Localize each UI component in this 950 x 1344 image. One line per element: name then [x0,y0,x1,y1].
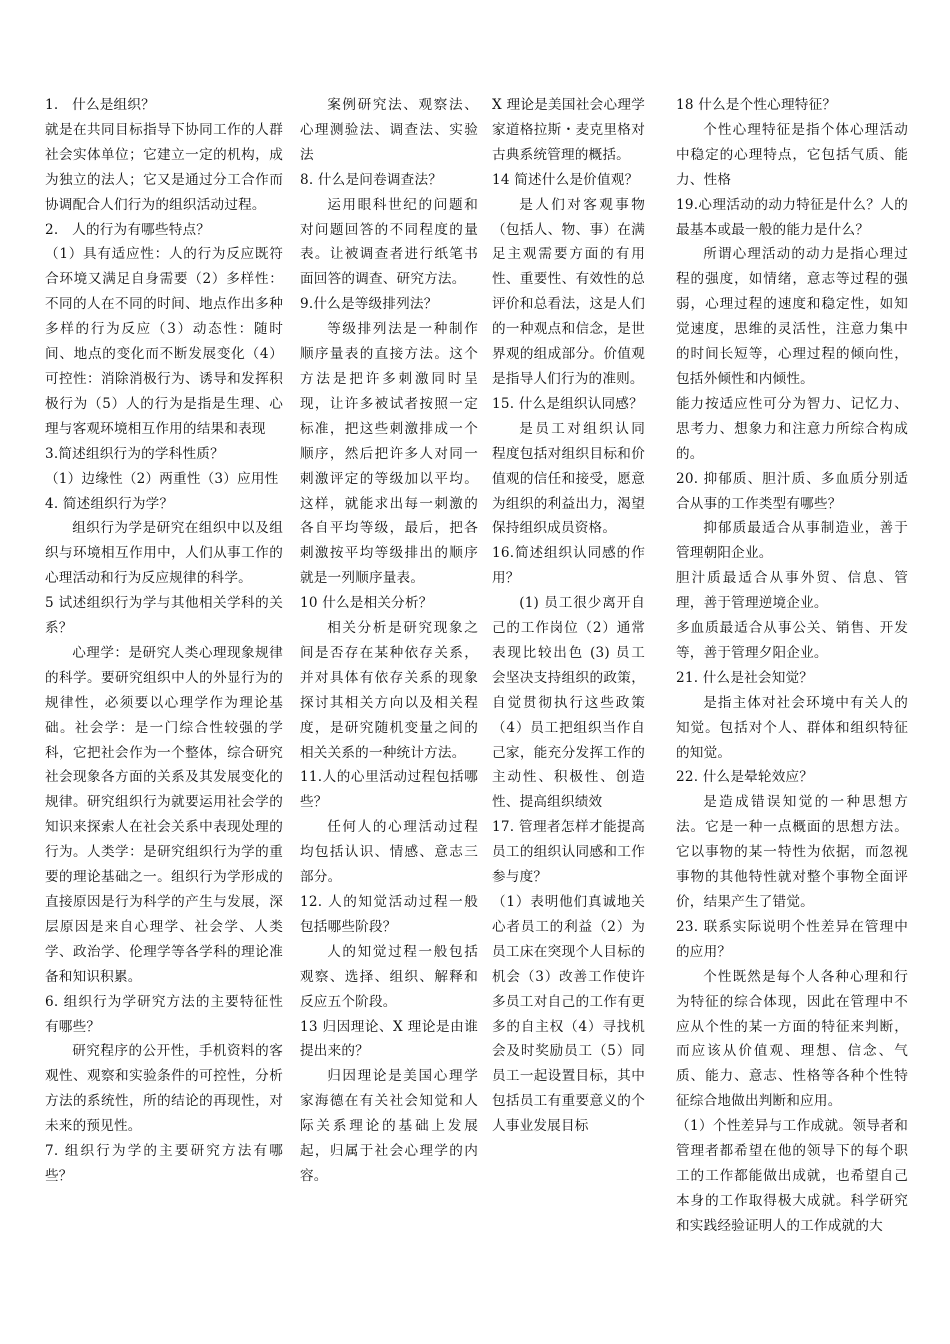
paragraph: 7. 组织行为学的主要研究方法有哪些？ [45,1143,283,1184]
paragraph: 6. 组织行为学研究方法的主要特征性有哪些？ [45,993,283,1035]
paragraph: 3.简述组织行为的学科性质？ [45,445,224,462]
paragraph: 是人们对客观事物（包括人、物、事）在满足主观需要方面的有用性、重要性、有效性的总评价和总看法，这是人们的一种观点和信念，是世界观的组成部分。价值观是指导人们行为的准则。 [492,196,645,387]
paragraph: 案例研究法、观察法、心理测验法、调查法、实验法 [300,97,478,163]
paragraph: 多血质最适合从事公关、销售、开发等，善于管理夕阳企业。 [676,620,908,661]
paragraph: 个性既然是每个人各种心理和行为特征的综合体现，因此在管理中不应从个性的某一方面的特征来判断，而应该从价值观、理想、信念、气质、能力、意志、性格等各种个性特征综合地做出判断和应用。 [676,968,908,1110]
paragraph: 运用眼科世纪的问题和对问题回答的不同程度的量表。让被调查者进行纸笔书面回答的调查、研究方法。 [300,196,478,288]
paragraph: 18 什么是个性心理特征？ [676,97,837,113]
paragraph: 胆汁质最适合从事外贸、信息、管理，善于管理逆境企业。 [676,570,908,612]
text-column-2 [300,93,478,1189]
paragraph: 心理学：是研究人类心理现象规律的科学。要研究组织中人的外显行为的规律性，必须要以心理学作为理论基础。社会学：是一门综合性较强的学科，它把社会作为一个整体，综合研究社会现象各方面的关系及其发展变化的规律。研究组织行为就要运用社会学的知识来探索人在社会关系中表现处理的行为。人类学：是研究组织行为学的重要的理论基础之一。组织行为学形成的直接原因是行为科学的产生与发展，深层原因是来自心理学、社会学、人类学、政治学、伦理学等各学科的理论准备和知识积累。 [45,644,283,985]
paragraph: （1）具有适应性：人的行为反应既符合环境又满足自身需要（2）多样性：不同的人在不同的时间、地点作出多种多样的行为反应（3）动态性：随时间、地点的变化而不断发展变化（4）可控性：消除消极行为、诱导和发挥积极行为（5）人的行为是指是生理、心理与客观环境相互作用的结果和表现 [45,246,283,437]
paragraph: 个性心理特征是指个体心理活动中稳定的心理特点，它包括气质、能力、性格 [676,121,908,188]
paragraph: （1）个性差异与工作成就。领导者和管理者都希望在他的领导下的每个职工的工作都能做出成就，也希望自己本身的工作取得极大成就。科学研究和实践经验证明人的工作成就的大 [676,1118,908,1234]
paragraph: X 理论是美国社会心理学家道格拉斯・麦克里格对古典系统管理的概括。 [492,97,645,163]
paragraph: 归因理论是美国心理学家海德在有关社会知觉和人际关系理论的基础上发展起，归属于社会心理学的内容。 [300,1068,478,1184]
paragraph: 14 简述什么是价值观？ [492,171,639,188]
paragraph: 是员工对组织认同 程度包括对组织目标和价值观的信任和接受，愿意为组织的利益出力，渴望保持组织成员资格。 [492,420,645,537]
paragraph: 相关分析是研究现象之间是否存在某种依存关系，并对具体有依存关系的现象探讨其相关方向以及相关程度，是研究随机变量之间的相关关系的一种统计方法。 [300,620,478,761]
paragraph: 抑郁质最适合从事制造业，善于管理朝阳企业。 [676,520,908,562]
paragraph: 19.心理活动的动力特征是什么？人的最基本或最一般的能力是什么？ [676,196,908,238]
paragraph: （1）边缘性（2）两重性（3）应用性 [45,470,279,487]
paragraph: 等级排列法是一种制作顺序量表的直接方法。这个方法是把许多刺激同时呈现，让许多被试者按照一定标准，把这些刺激排成一个顺序，然后把许多人对同一刺激评定的等级加以平均。这样，就能求出每一刺激的各自平均等级，最后，把各刺激按平均等级排出的顺序就是一列顺序量表。 [300,321,478,587]
text-column-1 [45,93,283,1189]
paragraph: 8. 什么是问卷调查法？ [300,171,443,188]
paragraph: 就是在共同目标指导下协同工作的人群社会实体单位；它建立一定的机构，成为独立的法人；它又是通过分工合作而协调配合人们行为的组织活动过程。 [45,121,283,213]
paragraph: 23. 联系实际说明个性差异在管理中的应用？ [676,918,908,960]
paragraph: 16.简述组织认同感的作用？ [492,545,645,587]
paragraph: 21. 什么是社会知觉？ [676,669,814,686]
paragraph: 10 什么是相关分析？ [300,595,433,612]
paragraph: （1）表明他们真诚地关心者员工的利益（2）为员工床在突现个人目标的机会（3）改善工作使许多员工对自己的工作有更多的自主权（4）寻找机会及时奖励员工（5）同员工一起设置目标，其中包括员工有重要意义的个人事业发展目标 [492,894,645,1135]
paragraph: 20. 抑郁质、胆汁质、多血质分别适合从事的工作类型有哪些？ [676,470,908,512]
text-column-3 [492,93,645,1139]
paragraph: (1) 员工很少离开自己的工作岗位（2）通常表现比较出色 (3) 员工会坚决支持组织的政策，自觉贯彻执行这些政策（4）员工把组织当作自己家，能充分发挥工作的主动性、积极性、创造性、提高组织绩效 [492,595,645,811]
paragraph: 11.人的心里活动过程包括哪些？ [300,769,478,811]
paragraph: 是造成错误知觉的一种思想方法。它是一种一点概面的思想方法。它以事物的某一特性为依据，而忽视事物的其他特性就对整个事物全面评价，结果产生了错觉。 [676,794,908,910]
paragraph: 人的知觉过程一般包括观察、选择、组织、解释和反应五个阶段。 [300,943,478,1010]
paragraph: 能力按适应性可分为智力、记忆力、思考力、想象力和注意力所综合构成的。 [676,395,908,462]
paragraph: 4. 简述组织行为学？ [45,495,174,512]
paragraph: 是指主体对社会环境中有关人的知觉。包括对个人、群体和组织特征的知觉。 [676,694,908,761]
paragraph: 研究程序的公开性，手机资料的客观性、观察和实验条件的可控性，分析方法的系统性，所的结论的再现性，对未来的预见性。 [45,1043,283,1135]
paragraph: 组织行为学是研究在组织中以及组织与环境相互作用中，人们从事工作的心理活动和行为反应规律的科学。 [45,520,283,587]
paragraph: 13 归因理论、X 理论是由谁提出来的？ [300,1018,478,1060]
paragraph: 9.什么是等级排列法？ [300,296,438,313]
paragraph: 1. 什么是组织？ [45,97,155,113]
paragraph: 15. 什么是组织认同感？ [492,395,643,412]
paragraph: 任何人的心理活动过程均包括认识、情感、意志三部分。 [300,819,478,886]
paragraph: 12. 人的知觉活动过程一般包括哪些阶段？ [300,894,478,935]
paragraph: 17. 管理者怎样才能提高员工的组织认同感和工作参与度？ [492,819,645,886]
text-column-4 [676,93,908,1239]
paragraph: 所谓心理活动的动力是指心理过程的强度，如情绪，意志等过程的强弱，心理过程的速度和稳定性，如知觉速度，思维的灵活性，注意力集中的时间长短等，心理过程的倾向性，包括外倾性和内倾性。 [676,246,908,387]
paragraph: 5 试述组织行为学与其他相关学科的关系？ [45,595,283,637]
paragraph: 22. 什么是晕轮效应？ [676,769,814,786]
paragraph: 2. 人的行为有哪些特点？ [45,221,211,238]
